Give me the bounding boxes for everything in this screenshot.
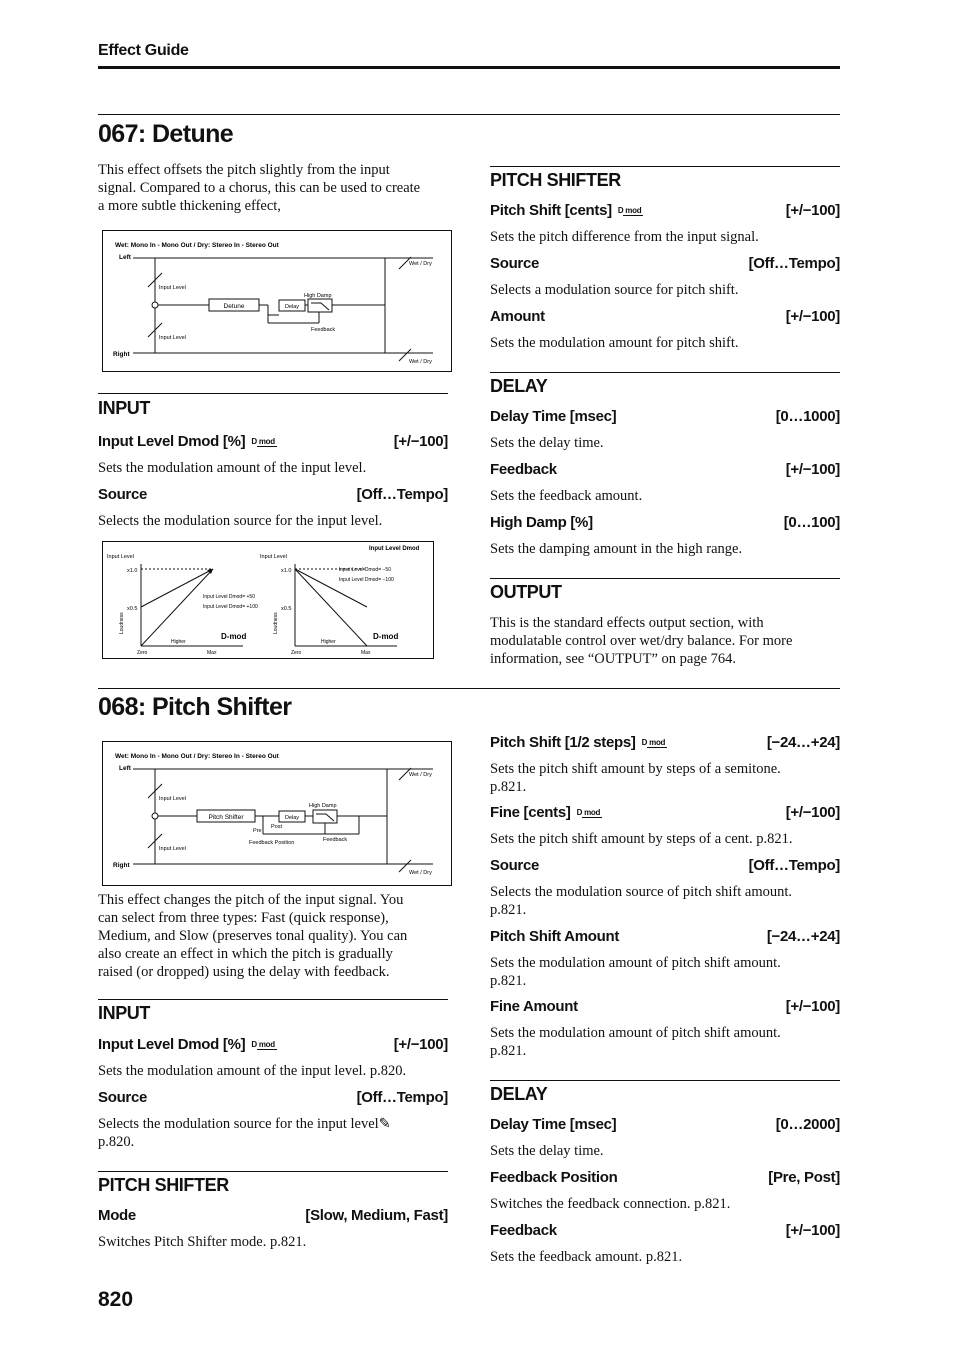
param-fine-cents (490, 804, 840, 821)
diagram-caption: Wet: Mono In - Mono Out / Dry: Stereo In - Stereo Out (115, 242, 279, 249)
x-max: Max (207, 650, 217, 656)
intro-line: can select from three types: Fast (quick response), (98, 910, 389, 926)
left-label: Left (119, 765, 131, 772)
desc-line: p.821. (490, 973, 527, 989)
left-label: Left (119, 254, 131, 261)
higher-label: Higher (321, 639, 336, 645)
param-desc (98, 1115, 448, 1151)
param-desc: Sets the modulation amount for pitch shift. (490, 335, 739, 351)
subsection-rule (98, 393, 448, 394)
graph-legend: Input Level Dmod= +100 (203, 604, 258, 610)
dmod-icon: D-mod (221, 632, 247, 641)
section-title-detune: 067: Detune (98, 120, 234, 148)
tick-label: x1.0 (281, 568, 292, 574)
x-max: Max (361, 650, 371, 656)
desc-line: p.821. (490, 779, 527, 795)
param-high-damp (490, 514, 840, 531)
param-input-level-dmod (98, 1036, 448, 1053)
param-range: [+/−100] (785, 1222, 840, 1239)
input-level-label: Input Level (159, 846, 186, 852)
param-mode (98, 1207, 448, 1224)
param-desc: Switches Pitch Shifter mode. p.821. (98, 1234, 307, 1250)
param-desc: Sets the feedback amount. (490, 488, 643, 504)
desc-line: p.821. (490, 1043, 527, 1059)
wet-dry-label: Wet / Dry (409, 772, 432, 778)
running-header: Effect Guide (98, 42, 189, 59)
param-source (98, 1089, 448, 1106)
detune-block-diagram (102, 230, 452, 372)
param-name: Feedback Position (490, 1169, 618, 1186)
param-amount (490, 308, 840, 325)
tick-label: x0.5 (281, 606, 292, 612)
param-feedback (490, 1222, 840, 1239)
feedback-label: Feedback (323, 837, 348, 843)
desc-line: Sets the pitch shift amount by steps of a semitone. (490, 761, 781, 777)
page-number: 820 (98, 1288, 134, 1311)
input-level-label: Input Level (159, 285, 186, 291)
param-pitch-shift-steps (490, 734, 840, 751)
desc-line: information, see “OUTPUT” on page 764. (490, 651, 737, 667)
param-name: Pitch Shift [1/2 steps] (490, 734, 636, 751)
desc-line: modulatable control over wet/dry balance. For more (490, 633, 793, 649)
param-range: [Off…Tempo] (356, 486, 448, 503)
param-desc: Sets the delay time. (490, 435, 604, 451)
param-range: [+/−100] (785, 308, 840, 325)
pitch-shifter-heading: PITCH SHIFTER (98, 1175, 229, 1195)
desc-line: Selects the modulation source of pitch shift amount. (490, 884, 793, 900)
feedback-label: Feedback (311, 327, 336, 333)
right-label: Right (113, 862, 130, 869)
param-name: Amount (490, 308, 545, 325)
detune-pitch-shifter-heading: PITCH SHIFTER (490, 170, 621, 190)
graph-legend: Input Level Dmod= −100 (339, 577, 394, 583)
param-name: Feedback (490, 1222, 557, 1239)
pitch-input-heading: INPUT (98, 1003, 151, 1023)
desc-line: Sets the modulation amount of pitch shift amount. (490, 1025, 781, 1041)
param-name: High Damp [%] (490, 514, 593, 531)
desc-line: Selects the modulation source for the input level✎ (98, 1116, 391, 1132)
detune-input-heading: INPUT (98, 398, 151, 418)
wet-dry-label: Wet / Dry (409, 261, 432, 267)
param-range: [Off…Tempo] (356, 1089, 448, 1106)
loudness-label: Loudness (119, 612, 125, 634)
delay-block: Delay (284, 304, 300, 310)
dmod-icon: D mod (576, 808, 601, 818)
pitch-shifter-block-diagram (102, 741, 452, 886)
output-desc (490, 614, 840, 668)
right-label: Right (113, 351, 130, 358)
param-desc (490, 883, 840, 919)
dmod-icon: D mod (251, 437, 275, 447)
param-range: [Off…Tempo] (748, 255, 840, 272)
input-level-dmod-graph (102, 541, 434, 659)
param-desc: Sets the pitch shift amount by steps of a cent. p.821. (490, 831, 793, 847)
param-pitch-shift-cents (490, 202, 840, 219)
param-range: [Pre, Post] (768, 1169, 840, 1186)
param-source (98, 486, 448, 503)
intro-line: also create an effect in which the pitch is gradually (98, 946, 393, 962)
param-feedback-position (490, 1169, 840, 1186)
high-damp-label: High Damp (304, 293, 332, 299)
loudness-label: Loudness (273, 612, 279, 634)
detune-output-heading: OUTPUT (490, 582, 562, 602)
param-source (490, 857, 840, 874)
param-desc: Sets the damping amount in the high range. (490, 541, 743, 557)
tick-label: x1.0 (127, 568, 138, 574)
post-label: Post (271, 824, 283, 830)
param-desc: Sets the modulation amount of the input level. (98, 460, 367, 476)
subsection-rule (490, 372, 840, 373)
intro-line: a more subtle thickening effect, (98, 198, 281, 214)
subsection-rule (98, 999, 448, 1000)
param-range: [+/−100] (785, 804, 840, 821)
desc-line: p.820. (98, 1134, 135, 1150)
input-level-label: Input Level (159, 796, 186, 802)
high-damp-label: High Damp (309, 803, 337, 809)
section-rule (98, 688, 840, 689)
wet-dry-label: Wet / Dry (409, 870, 432, 876)
param-desc: Sets the modulation amount of the input level. p.820. (98, 1063, 407, 1079)
graph-title: Input Level Dmod (369, 546, 420, 552)
detune-delay-heading: DELAY (490, 376, 548, 396)
param-input-level-dmod (98, 433, 448, 450)
subsection-rule (490, 166, 840, 167)
tick-label: x0.5 (127, 606, 138, 612)
param-range: [+/−100] (393, 433, 448, 450)
detune-intro (98, 161, 448, 215)
param-range: [0…100] (783, 514, 840, 531)
pitch-intro (98, 891, 448, 981)
param-name: Mode (98, 1207, 136, 1224)
param-desc (490, 1024, 840, 1060)
section-title-pitch-shifter: 068: Pitch Shifter (98, 693, 292, 721)
param-range: [0…1000] (775, 408, 840, 425)
input-level-label: Input Level (159, 335, 186, 341)
param-desc (490, 760, 840, 796)
desc-line: This is the standard effects output section, with (490, 615, 764, 631)
graph-ylabel: Input Level (107, 554, 134, 560)
intro-line: signal. Compared to a chorus, this can be used to create (98, 180, 421, 196)
pitch-shifter-block: Pitch Shifter (208, 814, 244, 821)
higher-label: Higher (171, 639, 186, 645)
param-name: Source (490, 857, 540, 874)
param-desc: Sets the feedback amount. p.821. (490, 1249, 683, 1265)
graph-ylabel: Input Level (260, 554, 287, 560)
param-desc (490, 954, 840, 990)
pitch-delay-heading: DELAY (490, 1084, 548, 1104)
detune-block: Detune (223, 303, 245, 310)
pre-label: Pre (253, 828, 262, 834)
x-zero: Zero (291, 650, 302, 656)
intro-line: raised (or dropped) using the delay with feedback. (98, 964, 390, 980)
intro-line: This effect offsets the pitch slightly from the input (98, 162, 390, 178)
param-pitch-shift-amount (490, 928, 840, 945)
param-range: [−24…+24] (766, 734, 840, 751)
param-desc: Sets the delay time. (490, 1143, 604, 1159)
param-fine-amount (490, 998, 840, 1015)
x-zero: Zero (137, 650, 148, 656)
param-name: Delay Time [msec] (490, 408, 617, 425)
param-range: [+/−100] (785, 461, 840, 478)
param-range: [+/−100] (393, 1036, 448, 1053)
param-desc: Sets the pitch difference from the input signal. (490, 229, 759, 245)
param-range: [Slow, Medium, Fast] (305, 1207, 448, 1224)
param-range: [Off…Tempo] (748, 857, 840, 874)
param-desc: Switches the feedback connection. p.821. (490, 1196, 731, 1212)
param-name: Pitch Shift [cents] (490, 202, 612, 219)
header-rule (98, 66, 840, 69)
intro-line: This effect changes the pitch of the input signal. You (98, 892, 404, 908)
param-name: Input Level Dmod [%] (98, 1036, 246, 1053)
param-delay-time (490, 408, 840, 425)
dmod-icon: D mod (617, 206, 642, 216)
param-name: Fine Amount (490, 998, 578, 1015)
wet-dry-label: Wet / Dry (409, 359, 432, 365)
section-rule (98, 114, 840, 115)
param-desc: Selects a modulation source for pitch shift. (490, 282, 739, 298)
desc-line: Sets the modulation amount of pitch shift amount. (490, 955, 781, 971)
param-name: Pitch Shift Amount (490, 928, 620, 945)
diagram-caption: Wet: Mono In - Mono Out / Dry: Stereo In - Stereo Out (115, 753, 279, 760)
param-name: Fine [cents] (490, 804, 571, 821)
subsection-rule (98, 1171, 448, 1172)
param-range: [+/−100] (785, 202, 840, 219)
dmod-icon: D-mod (373, 632, 399, 641)
param-feedback (490, 461, 840, 478)
param-name: Delay Time [msec] (490, 1116, 617, 1133)
subsection-rule (490, 1080, 840, 1081)
param-desc: Selects the modulation source for the input level. (98, 513, 383, 529)
param-delay-time (490, 1116, 840, 1133)
param-name: Feedback (490, 461, 557, 478)
param-name: Input Level Dmod [%] (98, 433, 246, 450)
graph-legend: Input Level Dmod= +50 (203, 594, 255, 600)
intro-line: Medium, and Slow (preserves tonal quality). You can (98, 928, 408, 944)
dmod-icon: D mod (641, 738, 666, 748)
dmod-icon: D mod (251, 1040, 275, 1050)
param-name: Source (98, 1089, 148, 1106)
delay-block: Delay (284, 815, 300, 821)
graph-legend: Input Level Dmod= −50 (339, 567, 391, 573)
feedback-position-label: Feedback Position (249, 840, 295, 846)
param-source (490, 255, 840, 272)
desc-line: p.821. (490, 902, 527, 918)
param-range: [0…2000] (775, 1116, 840, 1133)
param-range: [−24…+24] (766, 928, 840, 945)
param-name: Source (490, 255, 540, 272)
subsection-rule (490, 578, 840, 579)
param-range: [+/−100] (785, 998, 840, 1015)
param-name: Source (98, 486, 148, 503)
